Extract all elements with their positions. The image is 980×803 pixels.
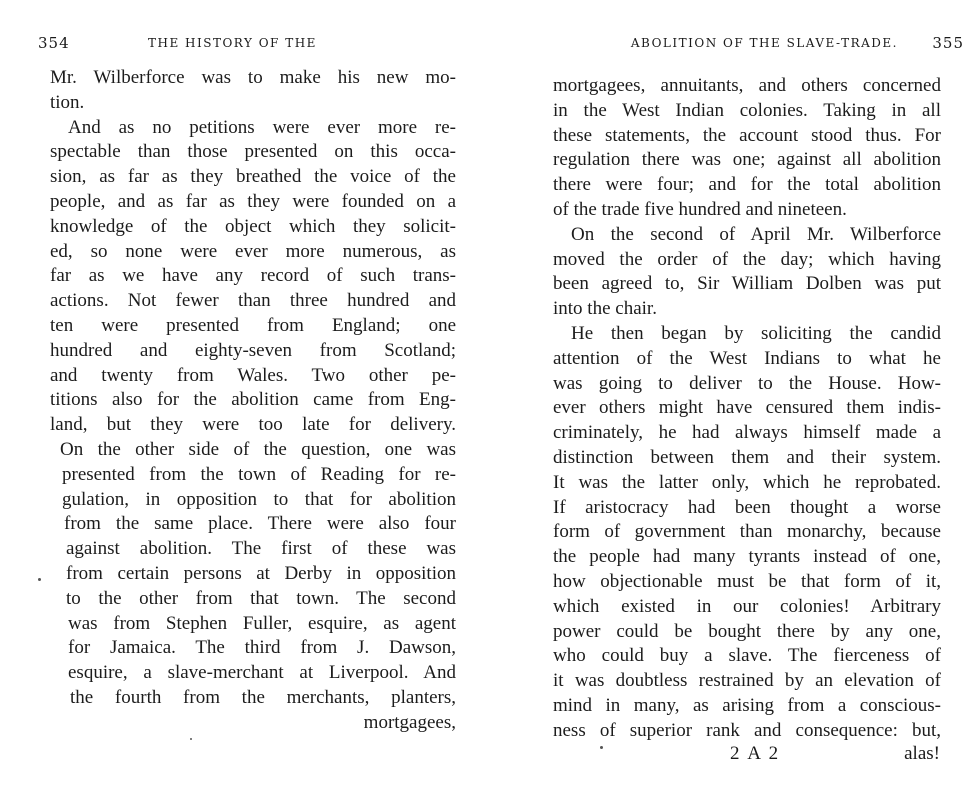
print-speck [600,746,603,749]
text-line: land, but they were too late for delivery. [50,414,456,436]
signature-mark: 2 A 2 [730,743,781,764]
text-line: far as we have any record of such trans- [50,265,456,287]
text-line: it was doubtless restrained by an elevation of [553,670,941,692]
right-page-number: 355 [932,34,964,52]
text-line: presented from the town of Reading for re- [62,463,456,485]
text-line: esquire, a slave-merchant at Liverpool. And [68,662,456,684]
text-line: power could be bought there by any one, [553,620,941,642]
text-line: criminately, he had always himself made a [553,422,941,444]
text-line: hundred and eighty-seven from Scotland; [50,339,456,361]
text-line: for Jamaica. The third from J. Dawson, [68,637,456,659]
catchword: alas! [904,743,940,764]
print-speck [190,738,192,740]
text-line: sion, as far as they breathed the voice of the [50,166,456,188]
text-line: ed, so none were ever more numerous, as [50,240,456,262]
text-line: It was the latter only, which he reprobated. [553,471,941,493]
text-line: been agreed to, Sir William Dolben was put [553,273,941,295]
text-line: regulation there was one; against all abolition [553,149,941,171]
text-line: gulation, in opposition to that for abolition [62,488,456,510]
text-line: of the trade five hundred and nineteen. [553,198,847,220]
text-line: which existed in our colonies! Arbitrary [553,595,941,617]
text-line: He then began by soliciting the candid [571,322,941,344]
text-line: knowledge of the object which they solicit- [50,215,456,237]
text-line: distinction between them and their system. [553,446,941,468]
print-speck [38,578,41,581]
text-line: the fourth from the merchants, planters, [70,686,456,708]
text-line: form of government than monarchy, because [553,521,941,543]
text-line: ten were presented from England; one [50,314,456,336]
text-line: was going to deliver to the House. How- [553,372,941,394]
text-line: in the West Indian colonies. Taking in all [553,99,941,121]
text-line: Mr. Wilberforce was to make his new mo- [50,67,456,88]
text-line: the people had many tyrants instead of one, [553,546,941,568]
text-line: On the other side of the question, one was [60,438,456,460]
text-line: from certain persons at Derby in opposition [66,562,456,584]
text-line: If aristocracy had been thought a worse [553,496,941,518]
catchword: mortgagees, [363,711,456,733]
text-line: and twenty from Wales. Two other pe- [50,364,456,386]
text-line: ever others might have censured them indis- [553,397,941,419]
text-line: into the chair. [553,298,657,320]
text-line: On the second of April Mr. Wilberforce [571,223,941,245]
text-line: attention of the West Indians to what he [553,347,941,369]
text-line: actions. Not fewer than three hundred and [50,290,456,312]
right-page [490,0,980,803]
text-line: these statements, the account stood thus. For [553,124,941,146]
text-line: from the same place. There were also four [64,513,456,535]
text-line: there were four; and for the total abolition [553,174,941,196]
text-line: titions also for the abolition came from Eng- [50,389,456,411]
left-page-number: 354 [38,34,70,52]
text-line: how objectionable must be that form of it, [553,570,941,592]
text-line: to the other from that town. The second [66,587,456,609]
text-line: mortgagees, annuitants, and others concerned [553,75,941,96]
text-line: And as no petitions were ever more re- [68,116,456,138]
right-running-head: ABOLITION OF THE SLAVE-TRADE. [630,36,898,50]
text-line: was from Stephen Fuller, esquire, as agent [68,612,456,634]
text-line: moved the order of the day; which having [553,248,941,270]
text-line: who could buy a slave. The fierceness of [553,645,941,667]
text-line: tion. [50,91,85,113]
left-body-text [50,66,456,736]
text-line: ness of superior rank and consequence: but, [553,719,941,741]
text-line: mind in many, as arising from a conscious- [553,694,941,716]
right-body-text [553,74,941,744]
left-running-head: THE HISTORY OF THE [148,36,317,50]
text-line: against abolition. The first of these was [66,538,456,560]
text-line: people, and as far as they were founded on a [50,190,456,212]
text-line: spectable than those presented on this occa- [50,141,456,163]
